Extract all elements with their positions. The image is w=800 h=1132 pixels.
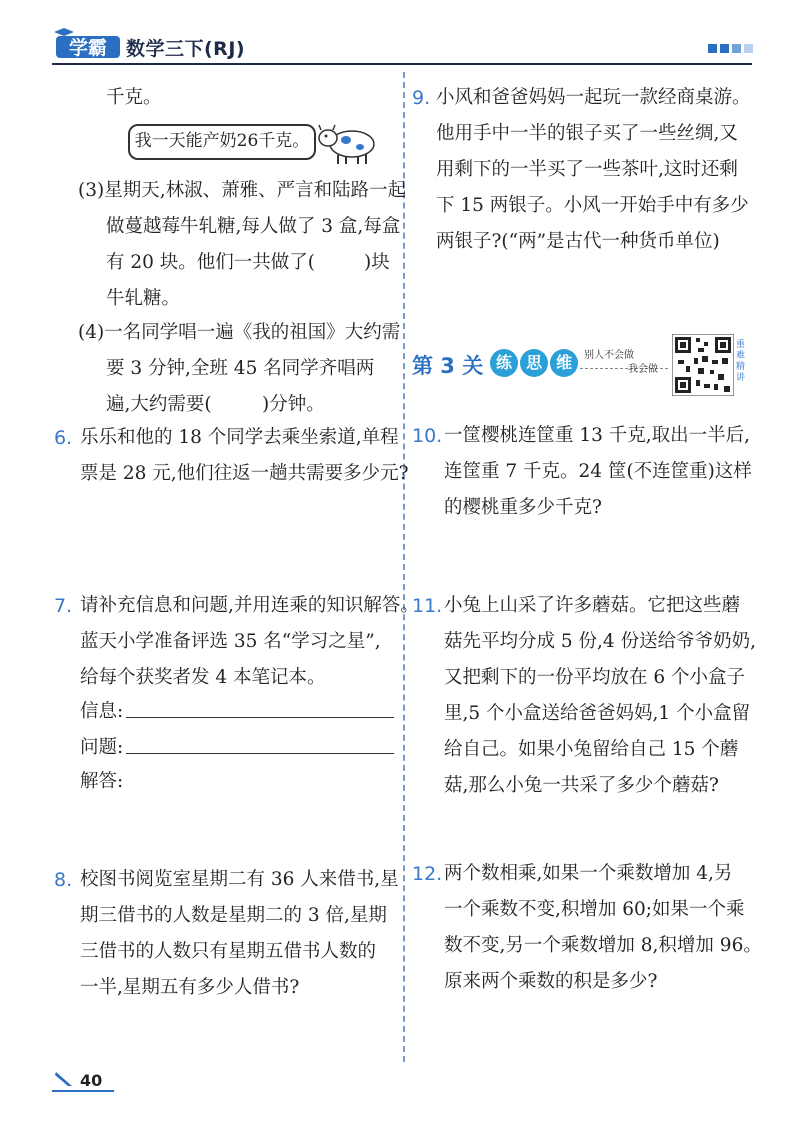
- q8-line4: 一半,星期五有多少人借书?: [80, 977, 300, 998]
- q5-3-line4: 牛轧糖。: [106, 288, 181, 309]
- q8-line3: 三借书的人数只有星期五借书人数的: [80, 941, 377, 962]
- qr-code[interactable]: [672, 334, 734, 396]
- q11-line4: 里,5 个小盒送给爸爸妈妈,1 个小盒留: [444, 703, 751, 724]
- q5-4-line2: 要 3 分钟,全班 45 名同学齐唱两: [106, 358, 375, 379]
- q10-line3: 的樱桃重多少千克?: [444, 497, 602, 518]
- stage-badges: [490, 349, 575, 377]
- q7-number: 7.: [54, 595, 73, 617]
- column-divider: [403, 72, 405, 1062]
- q9-number: 9.: [412, 87, 431, 109]
- q9-line5: 两银子?(“两”是古代一种货币单位): [436, 231, 720, 252]
- q9-line3: 用剩下的一半买了一些茶叶,这时还剩: [436, 159, 738, 180]
- stage-badge-2: 思: [520, 349, 548, 377]
- q12-line4: 原来两个乘数的积是多少?: [444, 971, 658, 992]
- page-number: 40: [80, 1071, 103, 1090]
- q7-question-answer-line[interactable]: [126, 753, 394, 754]
- speech-bubble: 我一天能产奶26千克。: [128, 124, 316, 160]
- q5-3-line1: (3)星期天,林淑、萧雅、严言和陆路一起: [78, 180, 407, 201]
- q7-info-answer-line[interactable]: [126, 717, 394, 718]
- footer-rule: [52, 1090, 114, 1092]
- q9-line4: 下 15 两银子。小风一开始手中有多少: [436, 195, 749, 216]
- q7-answer-label: 解答:: [80, 771, 124, 792]
- q5-3-line2: 做蔓越莓牛轧糖,每人做了 3 盒,每盒: [106, 216, 401, 237]
- q6-line2: 票是 28 元,他们往返一趟共需要多少元?: [80, 463, 409, 484]
- qr-side-label: 重难精讲: [736, 340, 746, 383]
- header-decoration: [708, 38, 756, 57]
- q8-line1: 校图书阅览室星期二有 36 人来借书,星: [80, 869, 399, 890]
- q10-line1: 一筐樱桃连筐重 13 千克,取出一半后,: [444, 425, 751, 446]
- q7-line1: 请补充信息和问题,并用连乘的知识解答。: [80, 595, 419, 616]
- q12-line1: 两个数相乘,如果一个乘数增加 4,另: [444, 863, 733, 884]
- brand-logo-text: 学霸: [68, 37, 108, 59]
- stage-badge-3: 维: [550, 349, 578, 377]
- q5-3-line3-end: )块: [364, 252, 390, 273]
- q7-line3: 给每个获奖者发 4 本笔记本。: [80, 667, 326, 688]
- stage-badge-1: 练: [490, 349, 518, 377]
- q9-line1: 小风和爸爸妈妈一起玩一款经商桌游。: [436, 87, 751, 108]
- q10-line2: 连筐重 7 千克。24 筐(不连筐重)这样: [444, 461, 752, 482]
- cow-illustration: [316, 120, 378, 166]
- q8-line2: 期三借书的人数是星期二的 3 倍,星期: [80, 905, 387, 926]
- q5-4-line3-end: )分钟。: [262, 394, 325, 415]
- q11-line6: 菇,那么小兔一共采了多少个蘑菇?: [444, 775, 719, 796]
- q11-number: 11.: [412, 595, 443, 617]
- q9-line2: 他用手中一半的银子买了一些丝绸,又: [436, 123, 738, 144]
- q5-4-line1: (4)一名同学唱一遍《我的祖国》大约需: [78, 322, 401, 343]
- brand-logo: [52, 26, 124, 60]
- q7-info-label: 信息:: [80, 701, 124, 722]
- q5-4-line3: 遍,大约需要(: [106, 394, 212, 415]
- stage-title: 第 3 关: [412, 354, 484, 378]
- book-title: 数学三下(RJ): [126, 38, 246, 60]
- q12-line2: 一个乘数不变,积增加 60;如果一个乘: [444, 899, 745, 920]
- q7-line2: 蓝天小学准备评选 35 名“学习之星”,: [80, 631, 381, 652]
- q11-line5: 给自己。如果小兔留给自己 15 个蘑: [444, 739, 739, 760]
- q8-number: 8.: [54, 869, 73, 891]
- q6-number: 6.: [54, 427, 73, 449]
- q12-number: 12.: [412, 863, 443, 885]
- q11-line3: 又把剩下的一份平均放在 6 个小盒子: [444, 667, 746, 688]
- stage-note-top: 别人不会做: [584, 350, 634, 361]
- q11-line2: 菇先平均分成 5 份,4 份送给爷爷奶奶,: [444, 631, 756, 652]
- stage-note-bottom: 我会做: [628, 364, 658, 375]
- q7-question-label: 问题:: [80, 737, 124, 758]
- header-rule: [52, 63, 752, 65]
- q11-line1: 小兔上山采了许多蘑菇。它把这些蘑: [444, 595, 741, 616]
- q12-line3: 数不变,另一个乘数增加 8,积增加 96。: [444, 935, 762, 956]
- q6-line1: 乐乐和他的 18 个同学去乘坐索道,单程: [80, 427, 399, 448]
- q5-3-line3: 有 20 块。他们一共做了(: [106, 252, 316, 273]
- q10-number: 10.: [412, 425, 443, 447]
- pencil-icon: [54, 1068, 76, 1092]
- carry-over-text: 千克。: [106, 87, 162, 108]
